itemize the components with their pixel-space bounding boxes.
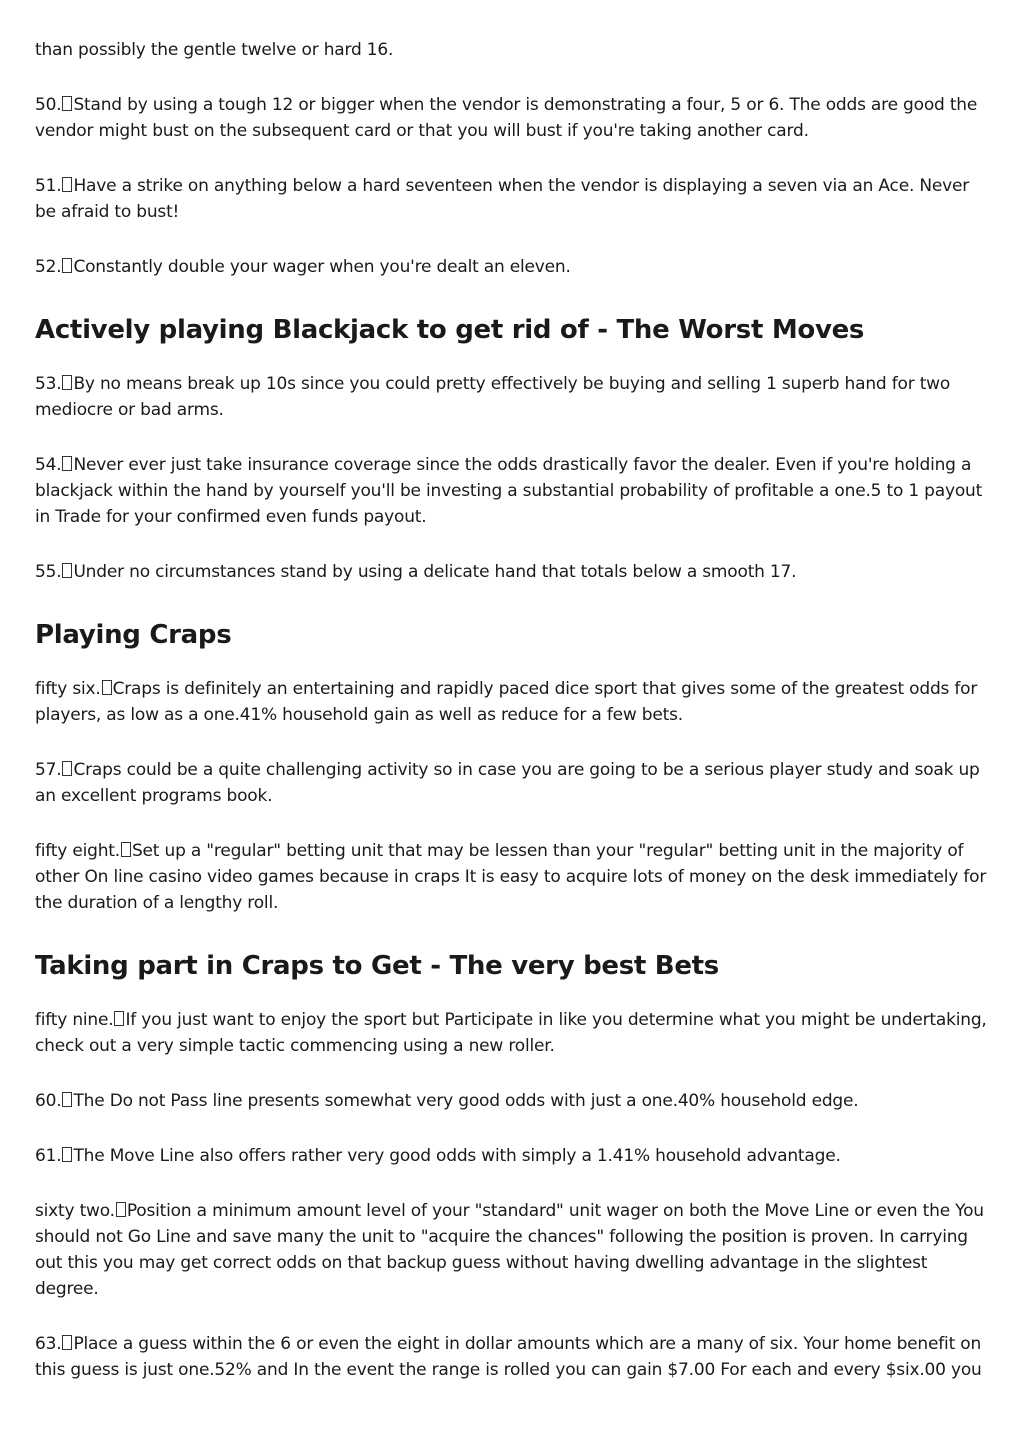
missing-glyph-icon [102, 680, 112, 695]
paragraph-tip-54: 54. Never ever just take insurance coverage since the odds drastically favor the dealer. Even if you're holding a blackjack within the hand by yourself you'll be investing a substantial probability of profitable a one.5 to 1 payout in Trade for your confirmed even funds payout. [35, 455, 983, 527]
paragraph-tip-55: 55. Under no circumstances stand by using a delicate hand that totals below a smooth 17. [35, 562, 797, 582]
paragraph-tip-58: fifty eight. Set up a "regular" betting unit that may be lessen than your "regular" betting unit in the majority of other On line casino video games because in craps It is easy to acquire lots of money on the desk immediately for the duration of a lengthy roll. [35, 841, 987, 913]
missing-glyph-icon [62, 96, 72, 111]
section-heading-playing-craps: Playing Craps [35, 620, 232, 650]
missing-glyph-icon [121, 842, 131, 857]
paragraph-tip-52: 52. Constantly double your wager when you're dealt an eleven. [35, 257, 571, 277]
paragraph-tip-59: fifty nine. If you just want to enjoy the sport but Participate in like you determine what you might be undertaking, check out a very simple tactic commencing using a new roller. [35, 1010, 987, 1056]
paragraph-tip-50: 50. Stand by using a tough 12 or bigger when the vendor is demonstrating a four, 5 or 6. The odds are good the vendor might bust on the subsequent card or that you will bust if you're taking another card. [35, 95, 978, 141]
missing-glyph-icon [62, 1335, 72, 1350]
missing-glyph-icon [62, 563, 72, 578]
paragraph-continuation: than possibly the gentle twelve or hard 16. [35, 40, 394, 60]
missing-glyph-icon [62, 375, 72, 390]
paragraph-tip-53: 53. By no means break up 10s since you could pretty effectively be buying and selling 1 superb hand for two mediocre or bad arms. [35, 374, 951, 420]
document-page [35, 37, 995, 1383]
paragraph-tip-61: 61. The Move Line also offers rather very good odds with simply a 1.41% household advantage. [35, 1146, 841, 1166]
missing-glyph-icon [114, 1011, 124, 1026]
missing-glyph-icon [62, 1147, 72, 1162]
missing-glyph-icon [62, 456, 72, 471]
missing-glyph-icon [62, 761, 72, 776]
section-heading-worst-moves: Actively playing Blackjack to get rid of - The Worst Moves [35, 315, 865, 345]
missing-glyph-icon [62, 177, 72, 192]
paragraph-tip-62: sixty two. Position a minimum amount level of your "standard" unit wager on both the Move Line or even the You should not Go Line and save many the unit to "acquire the chances" following the position is proven. In carrying out this you may get correct odds on that backup guess without having dwelling advantage in the slightest degree. [35, 1201, 984, 1299]
missing-glyph-icon [62, 1092, 72, 1107]
paragraph-tip-63: 63. Place a guess within the 6 or even the eight in dollar amounts which are a many of six. Your home benefit on this guess is just one.52% and In the event the range is rolled you can gain $7.00 For each and every $six.00 you [35, 1334, 982, 1380]
section-heading-best-bets: Taking part in Craps to Get - The very best Bets [35, 951, 719, 981]
paragraph-tip-56: fifty six. Craps is definitely an entertaining and rapidly paced dice sport that gives some of the greatest odds for players, as low as a one.41% household gain as well as reduce for a few bets. [35, 679, 978, 725]
paragraph-tip-60: 60. The Do not Pass line presents somewhat very good odds with just a one.40% household edge. [35, 1091, 859, 1111]
missing-glyph-icon [62, 258, 72, 273]
paragraph-tip-51: 51. Have a strike on anything below a hard seventeen when the vendor is displaying a seven via an Ace. Never be afraid to bust! [35, 176, 970, 222]
missing-glyph-icon [116, 1202, 126, 1217]
paragraph-tip-57: 57. Craps could be a quite challenging activity so in case you are going to be a serious player study and soak up an excellent programs book. [35, 760, 980, 806]
